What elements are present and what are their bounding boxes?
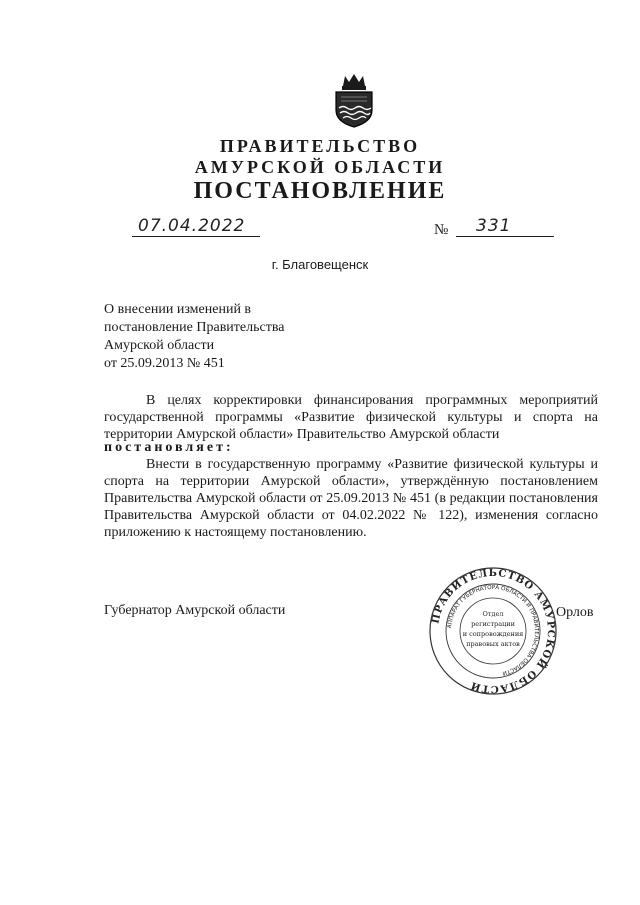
document-subject (104, 301, 284, 373)
document-type-title: ПОСТАНОВЛЕНИЕ (193, 178, 447, 204)
seal-center-line: Отдел (482, 610, 504, 618)
seal-outer-text: ПРАВИТЕЛЬСТВО АМУРСКОЙ ОБЛАСТИ (430, 567, 557, 695)
document-date: 07.04.2022 (132, 216, 260, 237)
seal-center-line: правовых актов (466, 640, 520, 648)
decrees-word: постановляет: (104, 440, 234, 455)
signatory-title: Губернатор Амурской области (104, 603, 286, 618)
official-seal-stamp (428, 566, 558, 696)
subject-line: О внесении изменений в (104, 302, 252, 317)
signatory-name: Орлов (556, 605, 594, 620)
seal-center-line: регистрации (471, 620, 515, 628)
subject-line: Амурской области (104, 338, 215, 353)
government-name-line1: ПРАВИТЕЛЬСТВО (219, 136, 421, 156)
resolution-paragraph: Внести в государственную программу «Развитие физической культуры и спорта на территории Амурской области», утверждённую постановлением Правительства Амурской области от 25.09.2013 № 451 (в редакции постановления Правительства Амурской области от 04.02.2022 № 122), изменения согласно приложению к настоящему постановлению. (104, 457, 598, 540)
preamble-paragraph: В целях корректировки финансирования программных мероприятий государственной программы «Развитие физической культуры и спорта на территории Амурской области» Правительство Амурской области (104, 393, 598, 442)
city-name: г. Благовещенск (271, 257, 369, 272)
government-name-line2: АМУРСКОЙ ОБЛАСТИ (194, 157, 446, 177)
seal-ring-text: АППАРАТ ГУБЕРНАТОРА ОБЛАСТИ И ПРАВИТЕЛЬСТВА ОБЛАСТИ (447, 584, 540, 676)
coat-of-arms-icon (331, 72, 377, 128)
subject-line: постановление Правительства (104, 320, 285, 335)
number-label: № (434, 222, 449, 238)
seal-center-line: и сопровождения (462, 630, 524, 638)
document-number: 331 (456, 216, 554, 237)
subject-line: от 25.09.2013 № 451 (104, 356, 225, 371)
